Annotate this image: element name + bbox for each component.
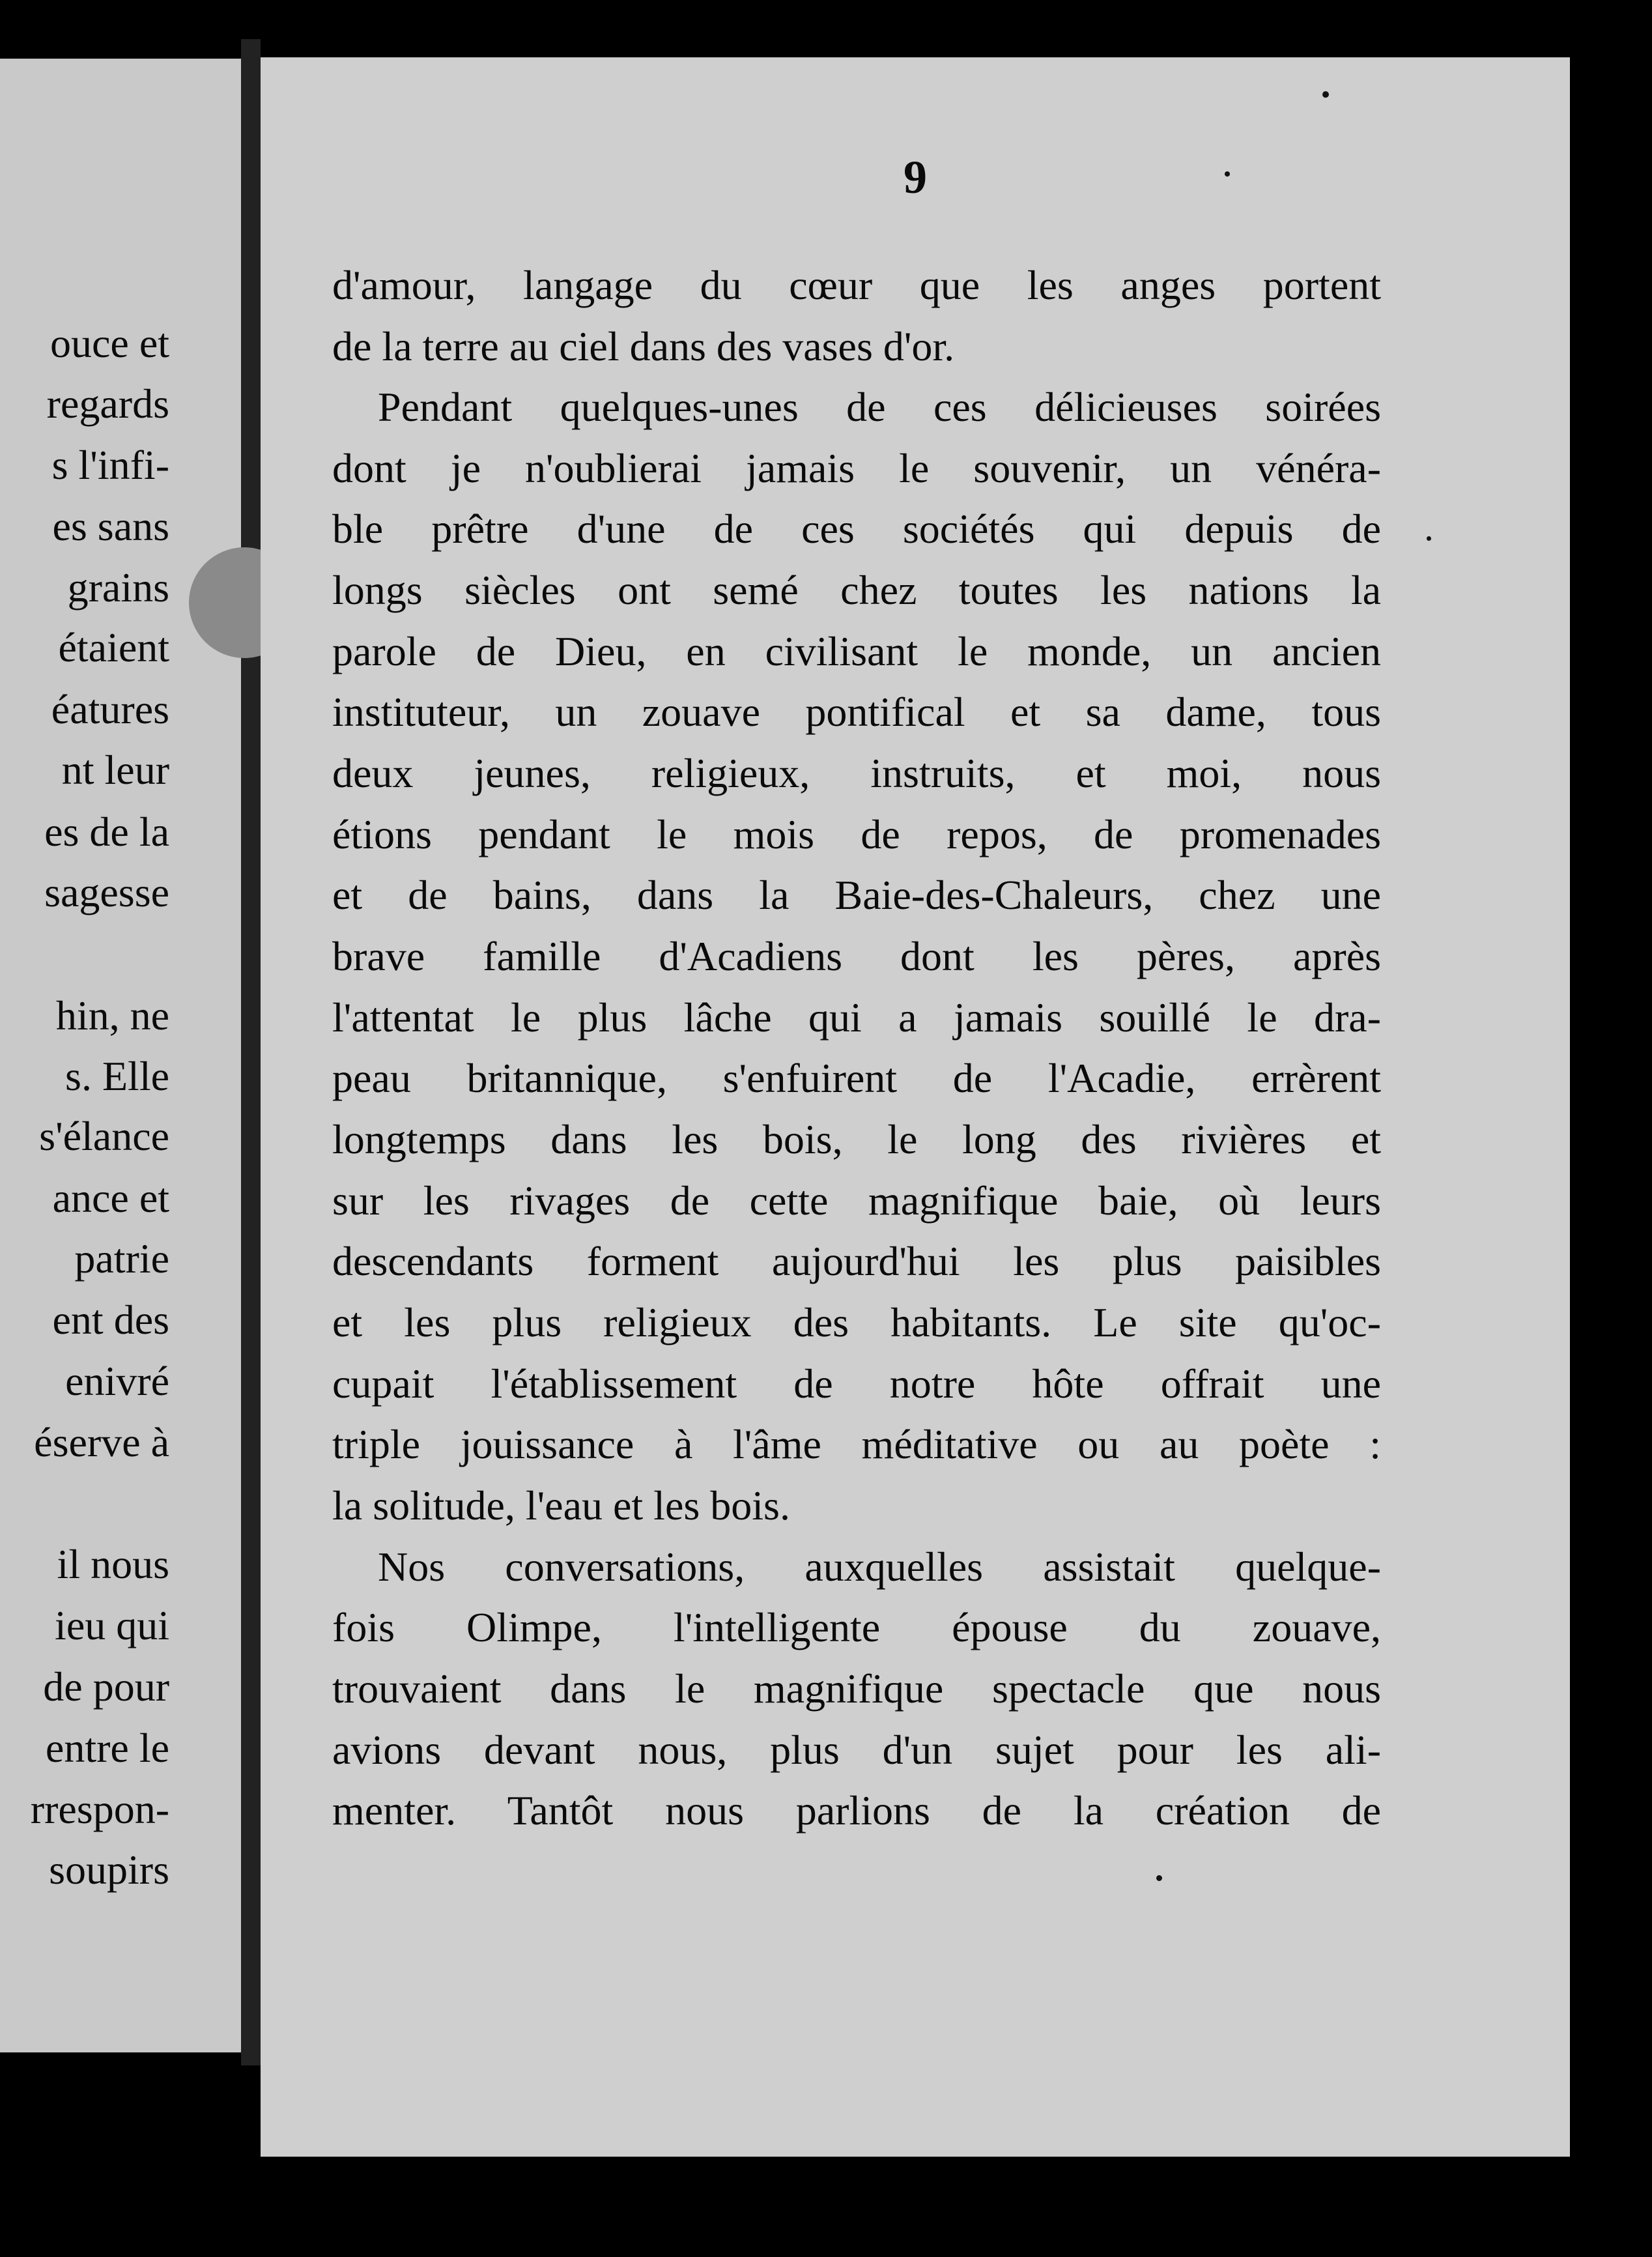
text-line: avions devant nous, plus d'un sujet pour les ali-: [332, 1727, 1381, 1773]
left-page-line: hin, ne: [55, 992, 169, 1039]
paragraph-start-line: Pendant quelques-unes de ces délicieuses soirées: [378, 384, 1381, 430]
left-page-line: sagesse: [44, 869, 169, 915]
facing-page-left: [0, 59, 241, 2052]
ink-speck: [1427, 536, 1431, 541]
text-line: longs siècles ont semé chez toutes les nations la: [332, 567, 1381, 613]
book-page: [261, 57, 1570, 2157]
text-line: fois Olimpe, l'intelligente épouse du zouave,: [332, 1604, 1381, 1650]
left-page-line: es sans: [52, 503, 169, 549]
text-line: triple jouissance à l'âme méditative ou au poète :: [332, 1421, 1381, 1467]
text-line: peau britannique, s'enfuirent de l'Acadie, errèrent: [332, 1055, 1381, 1101]
text-line: dont je n'oublierai jamais le souvenir, un vénéra-: [332, 445, 1381, 491]
left-page-line: grains: [67, 564, 169, 611]
left-page-line: ent des: [52, 1297, 169, 1343]
text-line: sur les rivages de cette magnifique baie, où leurs: [332, 1177, 1381, 1224]
text-line: l'attentat le plus lâche qui a jamais souillé le dra-: [332, 994, 1381, 1041]
text-line: descendants forment aujourd'hui les plus paisibles: [332, 1238, 1381, 1284]
left-page-line: rrespon-: [30, 1786, 169, 1832]
left-page-line: patrie: [74, 1235, 169, 1282]
left-page-line: éatures: [51, 686, 169, 732]
left-page-line: nt leur: [61, 747, 169, 793]
ink-speck: [1225, 171, 1230, 177]
left-page-line: ouce et: [50, 320, 169, 366]
text-line: de la terre au ciel dans des vases d'or.: [332, 323, 955, 369]
page-number: 9: [904, 151, 927, 203]
text-line: cupait l'établissement de notre hôte offrait une: [332, 1360, 1381, 1407]
text-line: et de bains, dans la Baie-des-Chaleurs, chez une: [332, 872, 1381, 918]
left-page-line: il nous: [57, 1541, 169, 1587]
left-page-line: s l'infi-: [51, 442, 169, 488]
text-line: et les plus religieux des habitants. Le site qu'oc-: [332, 1299, 1381, 1345]
paragraph-start-line: Nos conversations, auxquelles assistait quelque-: [378, 1544, 1381, 1590]
left-page-line: enivré: [65, 1358, 169, 1404]
left-page-line: éserve à: [34, 1419, 169, 1465]
text-line: brave famille d'Acadiens dont les pères, après: [332, 933, 1381, 979]
text-line: parole de Dieu, en civilisant le monde, un ancien: [332, 628, 1381, 674]
text-line: longtemps dans les bois, le long des rivières et: [332, 1116, 1381, 1162]
text-line: la solitude, l'eau et les bois.: [332, 1482, 790, 1529]
left-page-line: s'élance: [39, 1113, 169, 1159]
left-page-line: ance et: [52, 1175, 169, 1221]
left-page-line: ieu qui: [55, 1602, 169, 1648]
left-page-line: entre le: [45, 1725, 169, 1771]
ink-speck: [1156, 1875, 1162, 1881]
left-page-line: soupirs: [49, 1847, 169, 1893]
text-line: d'amour, langage du cœur que les anges portent: [332, 262, 1381, 308]
text-line: ble prêtre d'une de ces sociétés qui depuis de: [332, 506, 1381, 552]
book-spine: [241, 39, 261, 2065]
ink-speck: [1322, 91, 1329, 98]
text-line: deux jeunes, religieux, instruits, et moi, nous: [332, 750, 1381, 796]
text-line: étions pendant le mois de repos, de promenades: [332, 811, 1381, 857]
left-page-line: étaient: [58, 624, 169, 670]
left-page-line: regards: [46, 381, 169, 427]
text-line: trouvaient dans le magnifique spectacle que nous: [332, 1665, 1381, 1712]
left-page-line: s. Elle: [65, 1053, 169, 1099]
text-line: instituteur, un zouave pontifical et sa dame, tous: [332, 689, 1381, 735]
left-page-line: de pour: [43, 1663, 169, 1710]
left-page-line: es de la: [44, 809, 169, 855]
text-line: menter. Tantôt nous parlions de la création de: [332, 1787, 1381, 1833]
